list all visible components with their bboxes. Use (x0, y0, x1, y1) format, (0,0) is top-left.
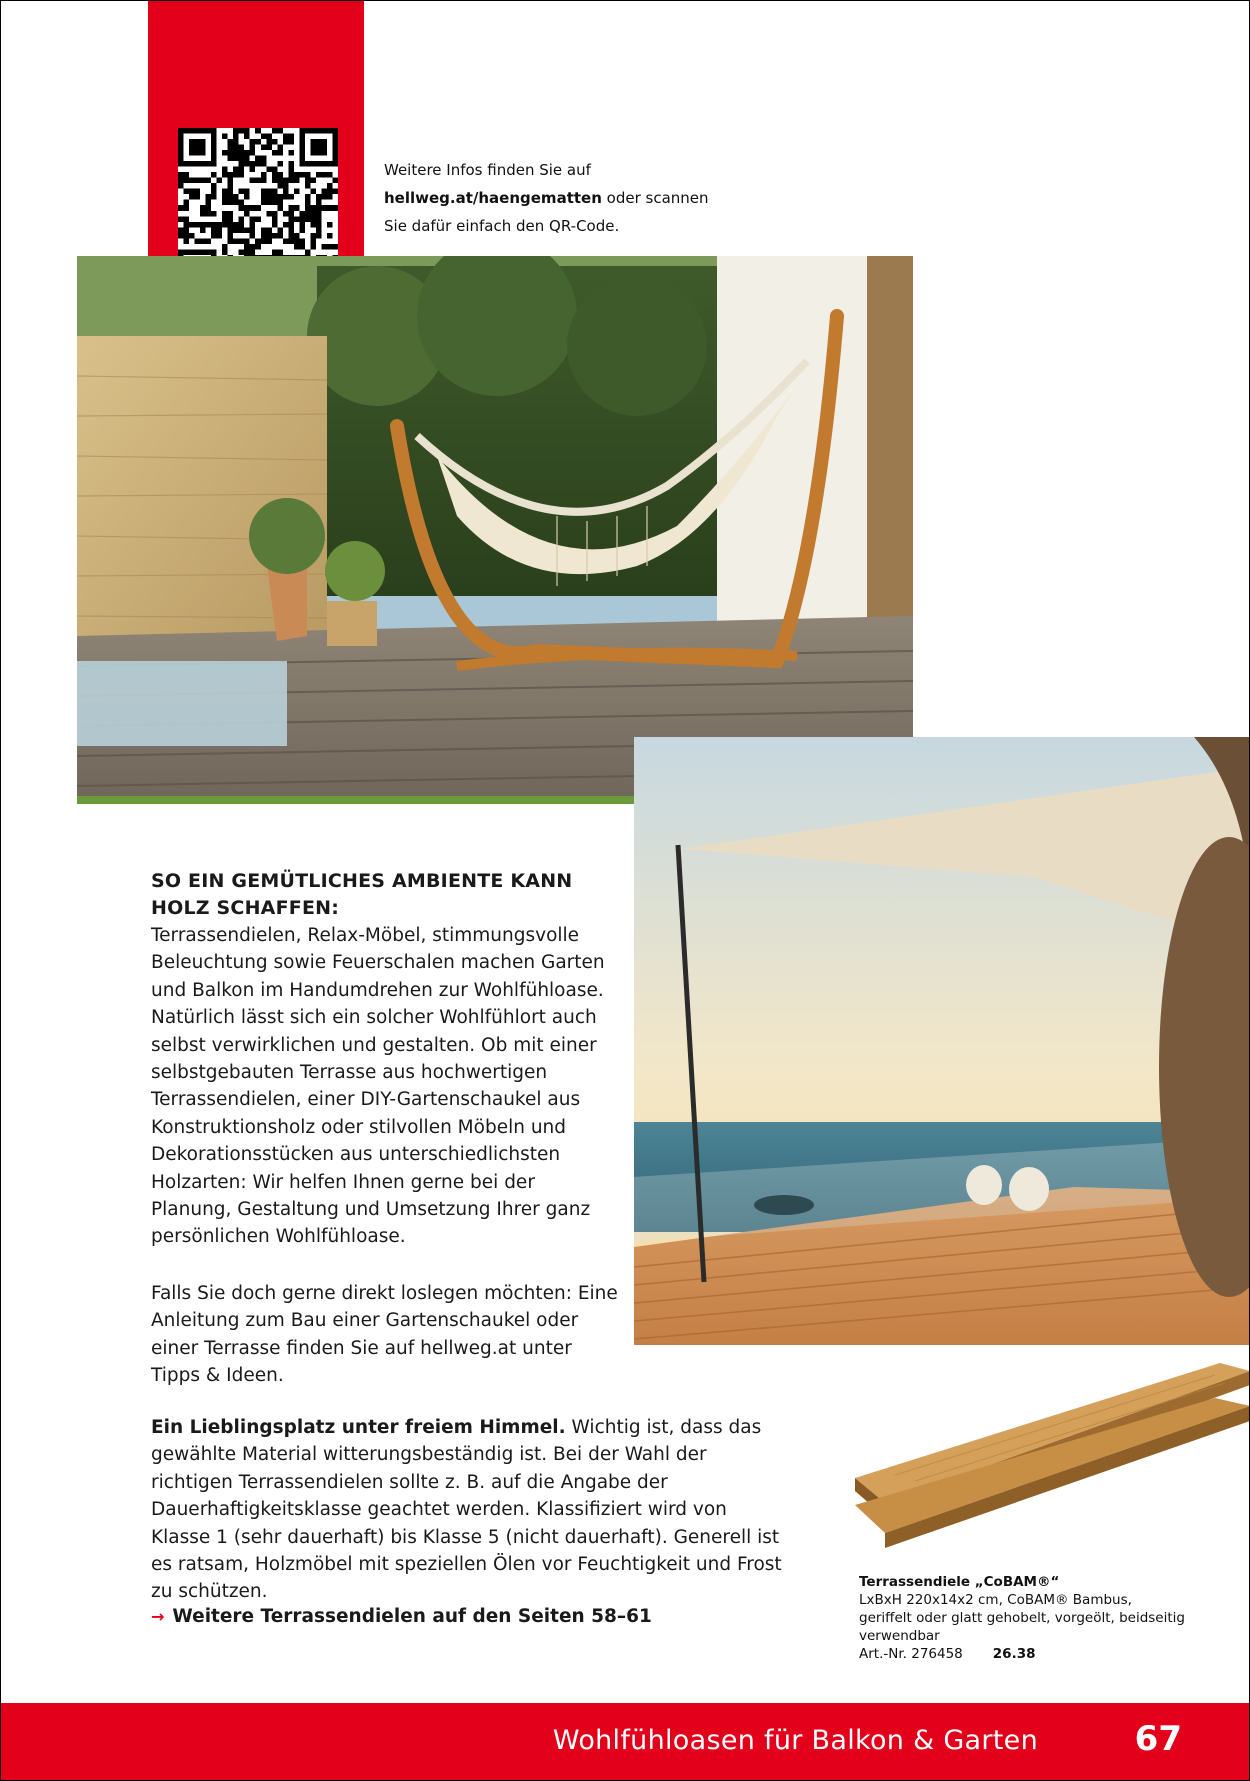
product-price: 26.38 (992, 1646, 1036, 1662)
paragraph-3-body: Wichtig ist, dass das gewählte Material witterungsbeständig ist. Bei der Wahl der richtigen Terrassendielen sollte z. B. auf die Angabe der Dauerhaftigkeitsklasse geachtet werden. Klassifiziert wird von Klasse 1 (sehr dauerhaft) bis Klasse 5 (nicht dauerhaft). Generell ist es ratsam, Holzmöbel mit speziellen Ölen vor Feuchtigkeit und Frost zu schützen. (151, 1417, 782, 1603)
hammock-garden-photo (77, 256, 913, 804)
info-line-1: Weitere Infos finden Sie auf (384, 161, 591, 179)
heading-line-2: HOLZ SCHAFFEN: (151, 897, 340, 919)
product-title: Terrassendiele „CoBAM®“ (859, 1574, 1060, 1590)
article-paragraph-3 (151, 1414, 791, 1606)
info-line-2 (384, 184, 724, 212)
product-price-row (859, 1645, 1189, 1663)
more-decking-link[interactable] (151, 1606, 652, 1627)
qr-info-text (384, 156, 724, 240)
article-paragraph-2: Falls Sie doch gerne direkt loslegen möchten: Eine Anleitung zum Bau einer Gartenschaukel oder einer Terrasse finden Sie auf hellweg.at unter Tipps & Ideen. (151, 1283, 618, 1387)
more-decking-link-label: Weitere Terrassendielen auf den Seiten 58–61 (172, 1606, 652, 1627)
article-paragraph-1: Terrassendielen, Relax-Möbel, stimmungsvolle Beleuchtung sowie Feuerschalen machen Garten und Balkon im Handumdrehen zur Wohlfühloase. Natürlich lässt sich ein solcher Wohlfühlort auch selbst verwirklichen und gestalten. Ob mit einer selbstgebauten Terrasse aus hochwertigen Terrassendielen, einer DIY-Gartenschaukel aus Konstruktionsholz oder stilvollen Möbeln und Dekorationsstücken aus unterschiedlichsten Holzarten: Wir helfen Ihnen gerne bei der Planung, Gestaltung und Umsetzung Ihrer ganz persönlichen Wohlfühloase. (151, 925, 605, 1248)
heading-line-1: SO EIN GEMÜTLICHES AMBIENTE KANN (151, 870, 573, 892)
footer-title: Wohlfühloasen für Balkon & Garten (552, 1725, 1038, 1756)
info-line-2-rest: oder scannen (601, 189, 709, 207)
product-description: LxBxH 220x14x2 cm, CoBAM® Bambus, geriffelt oder glatt gehobelt, vorgeölt, beidseitig verwendbar (859, 1592, 1185, 1644)
product-art-nr: Art.-Nr. 276458 (859, 1646, 963, 1662)
page-number: 67 (1134, 1719, 1182, 1759)
sea-terrace-photo (634, 737, 1250, 1345)
info-line-3: Sie dafür einfach den QR-Code. (384, 217, 620, 235)
article-heading (151, 868, 621, 922)
paragraph-3-lead: Ein Lieblingsplatz unter freiem Himmel. (151, 1417, 566, 1438)
footer-bar (0, 1703, 1250, 1781)
info-url-link[interactable]: hellweg.at/haengematten (384, 189, 602, 207)
product-caption (859, 1573, 1189, 1663)
bamboo-plank-photo (855, 1363, 1250, 1583)
arrow-right-icon: → (151, 1607, 165, 1626)
